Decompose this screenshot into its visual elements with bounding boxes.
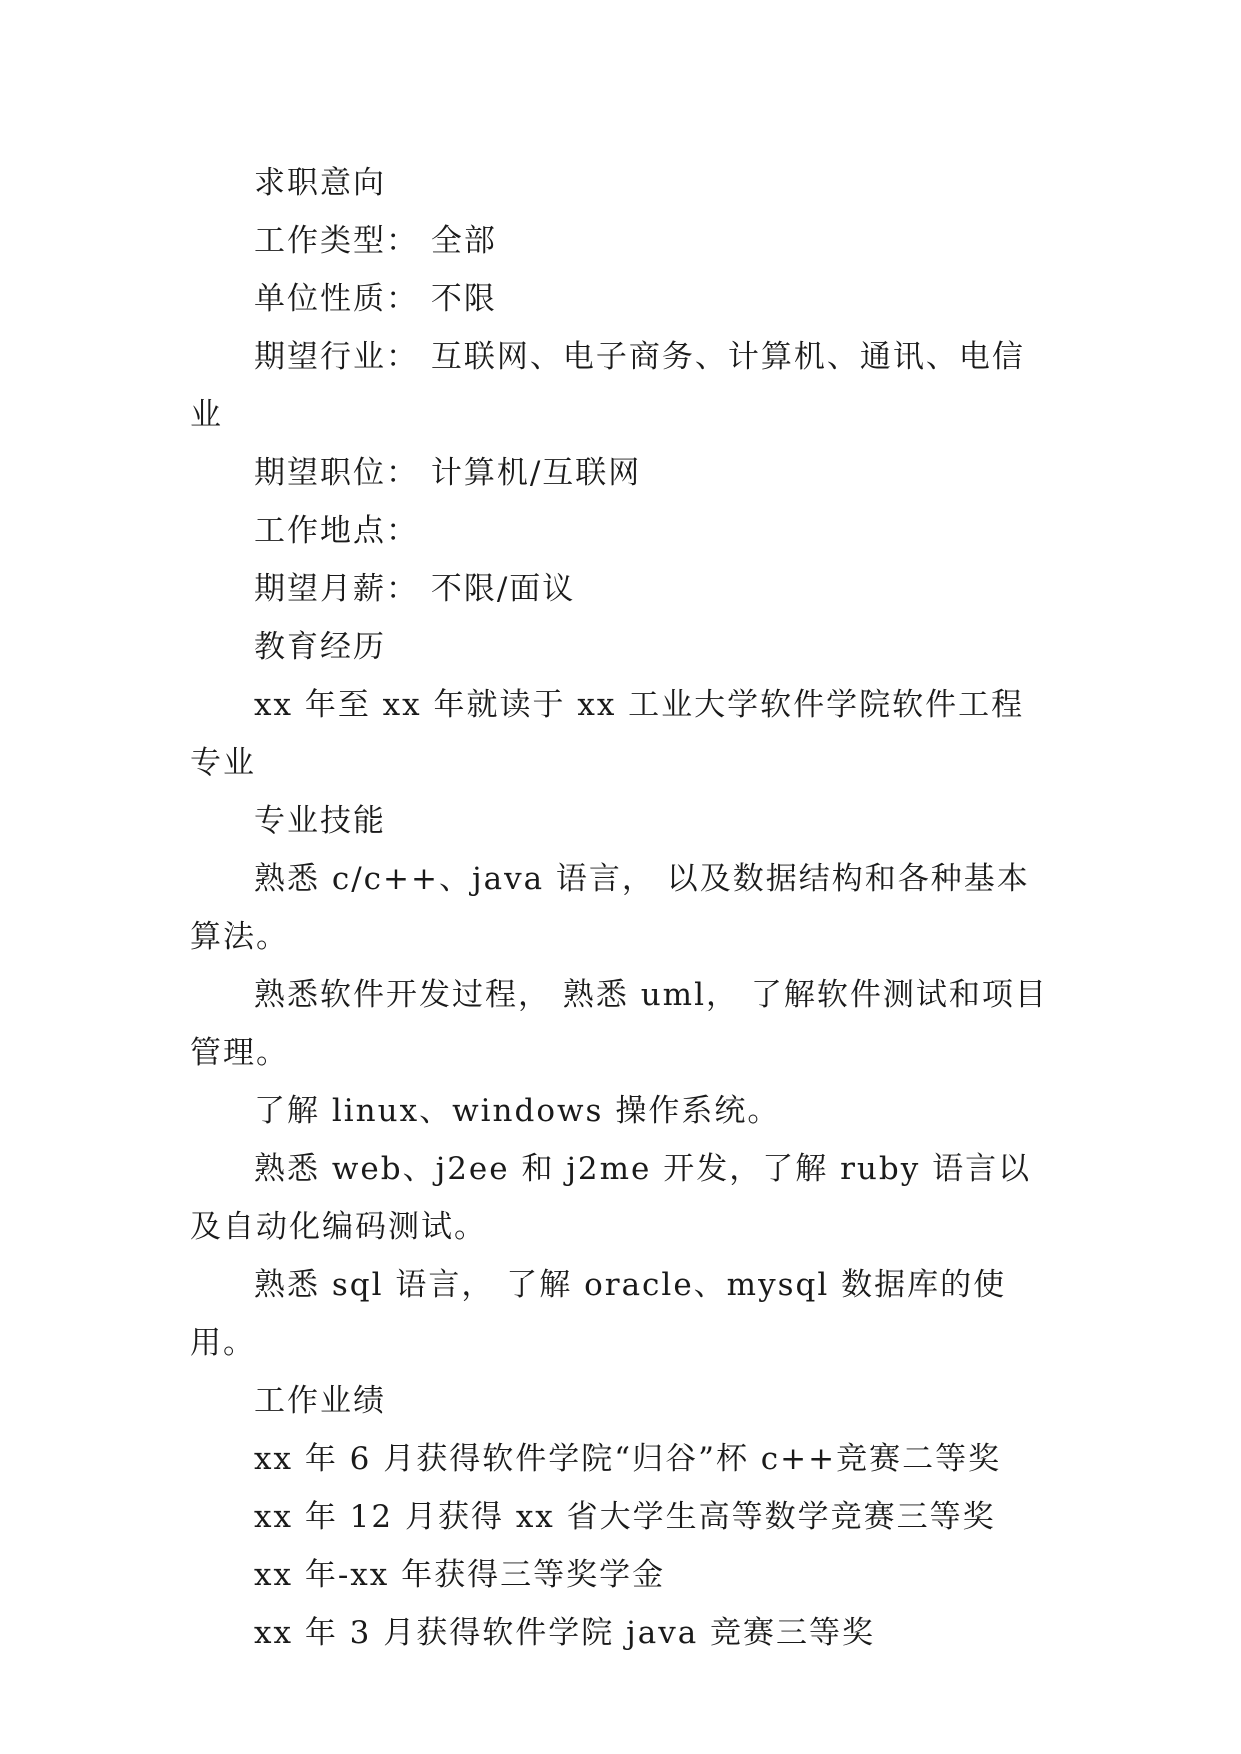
- section-heading-education: 教育经历: [254, 629, 386, 665]
- achievement-item: xx 年-xx 年获得三等奖学金: [254, 1557, 666, 1593]
- skill-item: 熟悉 c/c++、java 语言， 以及数据结构和各种基本算法。: [190, 861, 1030, 955]
- education-entry: xx 年至 xx 年就读于 xx 工业大学软件学院软件工程专业: [190, 687, 1025, 781]
- expected-position-line: 期望职位： 计算机/互联网: [254, 455, 642, 491]
- document-body: [190, 154, 1050, 1662]
- skill-item: 了解 linux、windows 操作系统。: [254, 1093, 781, 1129]
- skill-item: 熟悉 sql 语言， 了解 oracle、mysql 数据库的使用。: [190, 1267, 1007, 1361]
- section-heading-skills: 专业技能: [254, 803, 386, 839]
- achievement-item: xx 年 12 月获得 xx 省大学生高等数学竞赛三等奖: [254, 1499, 996, 1535]
- expected-industry-line: 期望行业： 互联网、电子商务、计算机、通讯、电信业: [190, 339, 1025, 433]
- work-location-line: 工作地点：: [254, 513, 419, 549]
- expected-salary-line: 期望月薪： 不限/面议: [254, 571, 576, 607]
- skill-item: 熟悉软件开发过程， 熟悉 uml， 了解软件测试和项目管理。: [190, 977, 1048, 1071]
- job-type-line: 工作类型： 全部: [254, 223, 497, 259]
- achievement-item: xx 年 3 月获得软件学院 java 竞赛三等奖: [254, 1615, 876, 1651]
- achievement-item: xx 年 6 月获得软件学院“归谷”杯 c++竞赛二等奖: [254, 1441, 1002, 1477]
- skill-item: 熟悉 web、j2ee 和 j2me 开发，了解 ruby 语言以及自动化编码测试。: [190, 1151, 1032, 1245]
- company-type-line: 单位性质： 不限: [254, 281, 497, 317]
- section-heading-achievements: 工作业绩: [254, 1383, 386, 1419]
- section-heading-job-intention: 求职意向: [254, 165, 386, 201]
